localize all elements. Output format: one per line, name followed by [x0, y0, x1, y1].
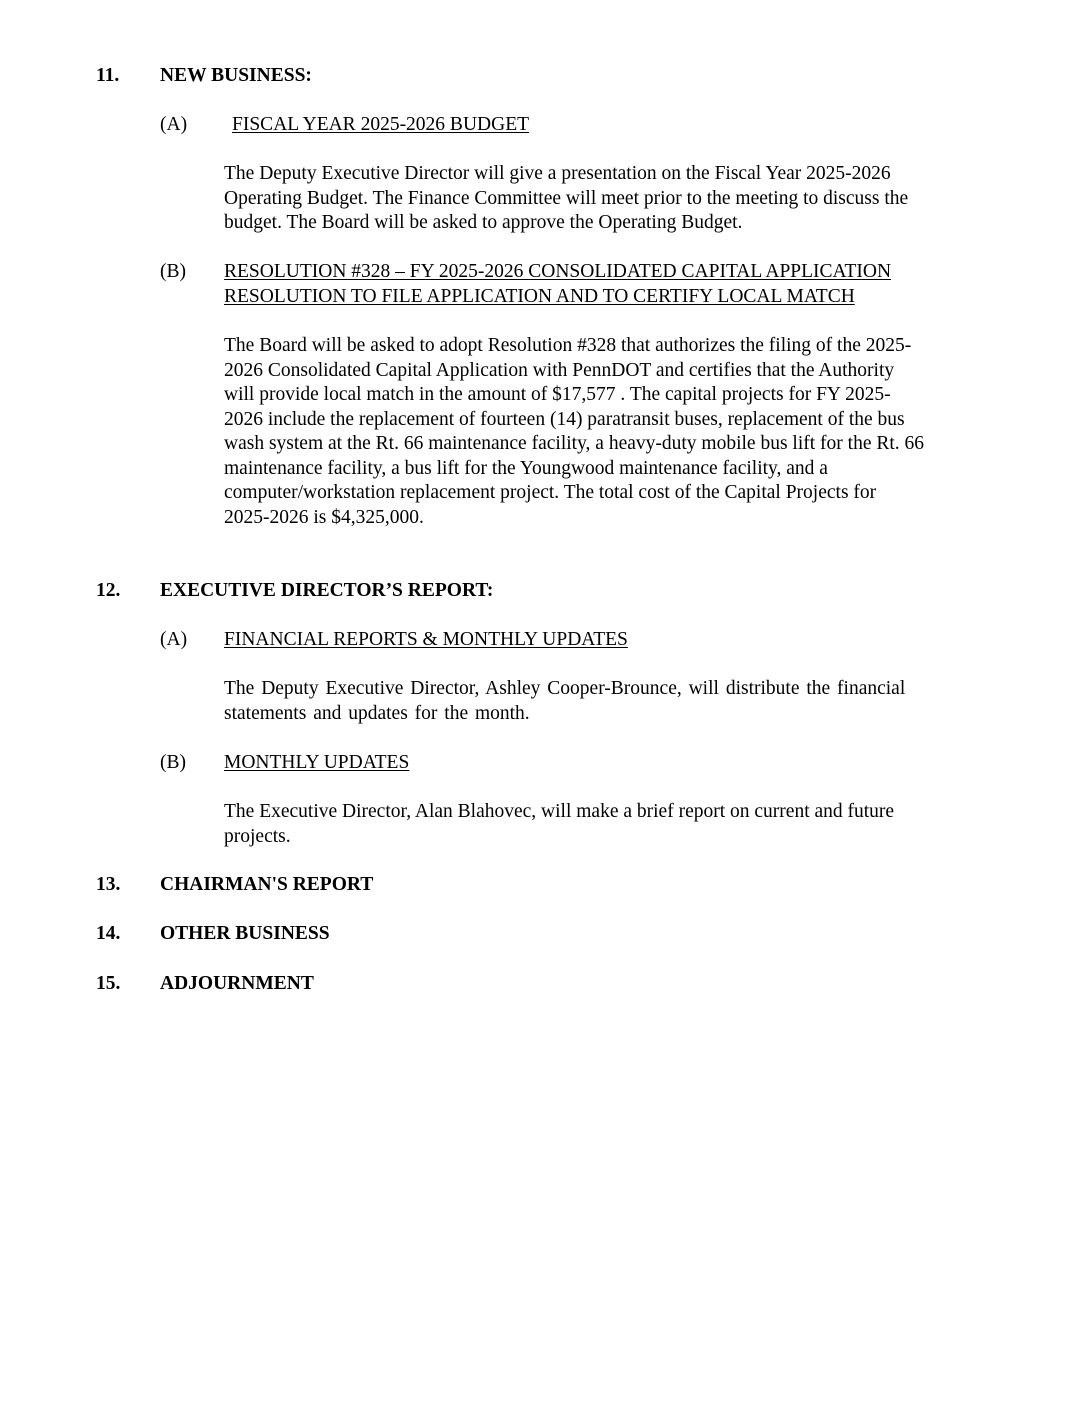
paragraph-line: 2026 include the replacement of fourteen (14) paratransit buses, replacement of the bus: [224, 408, 905, 430]
section-14-heading: OTHER BUSINESS: [160, 923, 330, 944]
section-13-heading: CHAIRMAN'S REPORT: [160, 874, 374, 895]
paragraph-line: wash system at the Rt. 66 maintenance facility, a heavy-duty mobile bus lift for the Rt. 66: [224, 433, 925, 454]
paragraph-line: The Board will be asked to adopt Resolution #328 that authorizes the filing of the 2025-: [224, 335, 912, 356]
paragraph-line: 2025-2026 is $4,325,000.: [224, 506, 424, 528]
section-11-heading: NEW BUSINESS:: [160, 65, 312, 86]
paragraph-line: budget. The Board will be asked to approve the Operating Budget.: [224, 212, 743, 233]
paragraph-line: projects.: [224, 825, 291, 847]
section-15-heading: ADJOURNMENT: [160, 973, 314, 994]
paragraph-line: maintenance facility, a bus lift for the Youngwood maintenance facility, and a: [224, 457, 828, 479]
paragraph-line: The Executive Director, Alan Blahovec, will make a brief report on current and future: [224, 801, 895, 822]
section-11b-title-line-1: RESOLUTION #328 – FY 2025-2026 CONSOLIDATED CAPITAL APPLICATION: [224, 261, 892, 282]
section-12a-title: FINANCIAL REPORTS & MONTHLY UPDATES: [224, 629, 628, 650]
section-11a-paragraph: [224, 162, 908, 236]
section-12a-label: (A): [160, 629, 188, 650]
section-12-number: 12.: [96, 580, 121, 601]
section-12a-paragraph: [224, 677, 905, 726]
section-11b-paragraph: [224, 334, 924, 530]
section-12-heading: EXECUTIVE DIRECTOR’S REPORT:: [160, 580, 494, 601]
paragraph-line: The Deputy Executive Director will give a presentation on the Fiscal Year 2025-2026: [224, 163, 891, 184]
section-11-number: 11.: [96, 65, 120, 86]
section-14-number: 14.: [96, 923, 121, 944]
section-11a-title: FISCAL YEAR 2025-2026 BUDGET: [232, 114, 530, 135]
paragraph-line: 2026 Consolidated Capital Application with PennDOT and certifies that the Authority: [224, 359, 895, 381]
paragraph-line: will provide local match in the amount of $17,577 . The capital projects for FY 2025-: [224, 384, 891, 405]
paragraph-line: The Deputy Executive Director, Ashley Cooper-Brounce, will distribute the financial: [224, 678, 906, 699]
paragraph-line: statements and updates for the month.: [224, 702, 530, 724]
section-11a-label: (A): [160, 114, 188, 135]
paragraph-line: computer/workstation replacement project. The total cost of the Capital Projects for: [224, 482, 877, 503]
section-15-number: 15.: [96, 973, 121, 994]
section-12b-paragraph: [224, 800, 894, 849]
section-12b-label: (B): [160, 752, 186, 773]
section-11b-label: (B): [160, 261, 186, 282]
section-11b-title-line-2: RESOLUTION TO FILE APPLICATION AND TO CERTIFY LOCAL MATCH: [224, 286, 855, 307]
paragraph-line: Operating Budget. The Finance Committee will meet prior to the meeting to discuss the: [224, 187, 909, 209]
section-13-number: 13.: [96, 874, 121, 895]
section-12b-title: MONTHLY UPDATES: [224, 752, 410, 773]
